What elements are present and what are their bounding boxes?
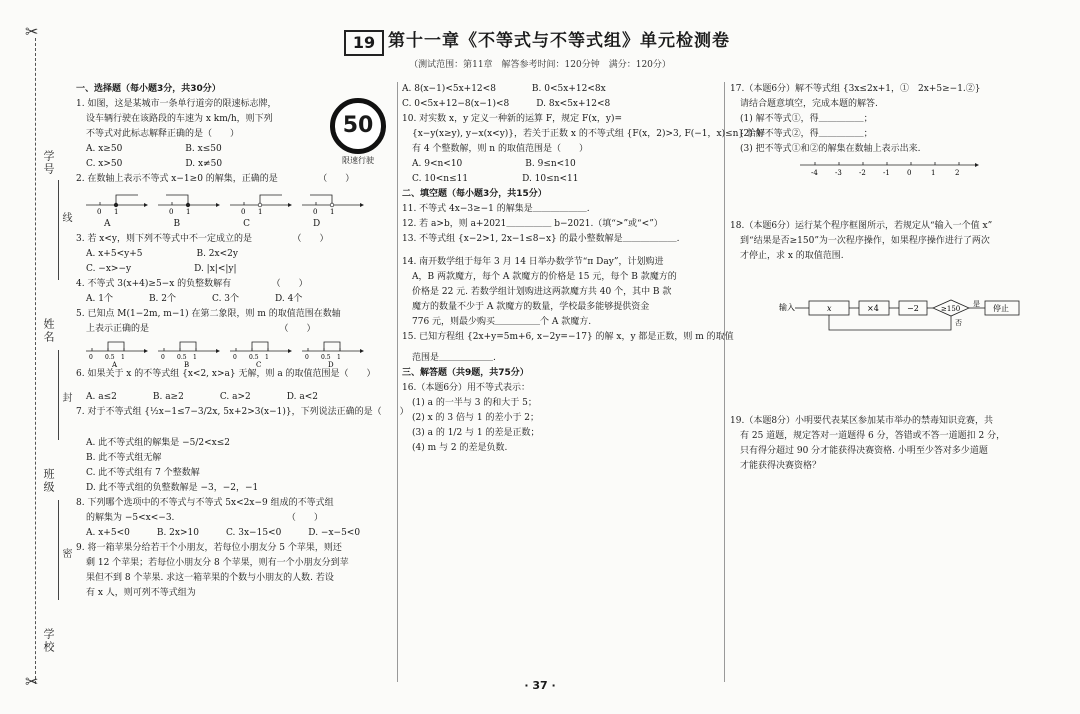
text-line: A. x≥50 B. x≤50 <box>86 144 222 154</box>
mark-xian: 线 <box>60 212 71 222</box>
numberlines-q5 <box>76 337 376 367</box>
text-line: 6. 如果关于 x 的不等式组 {x<2, x>a} 无解，则 a 的取值范围是（ ） <box>76 369 376 379</box>
text-line: 7. 对于不等式组 {½x−1≤7−3/2x, 5x+2>3(x−1)}，下列说法正确的是（ ） <box>76 407 409 417</box>
column-3 <box>730 82 1006 474</box>
text-line: 2. 在数轴上表示不等式 x−1≥0 的解集，正确的是 （ ） <box>76 174 355 184</box>
text-line: A. a≤2 B. a≥2 C. a>2 D. a<2 <box>86 392 318 402</box>
flow-no: 否 <box>955 319 962 327</box>
tick-label: 1 <box>337 354 341 361</box>
text-line: C. −x>−y D. |x|<|y| <box>86 264 237 274</box>
flow-op2: −2 <box>907 304 919 313</box>
text-line: 上表示正确的是 （ ） <box>86 324 316 334</box>
text-line: 有 x 人，则可列不等式组为 <box>86 588 196 598</box>
numberlines-q2 <box>76 187 376 217</box>
flow-yes: 是 <box>973 300 980 308</box>
text-line: 魔方的数量不少于 A 款魔方的数量，学校最多能够提供资金 <box>412 302 650 312</box>
text-line: 17.（本题6分）解不等式组 {3x≤2x+1，① 2x+5≥−1.②} <box>730 84 981 94</box>
text-line: 一、选择题（每小题3分，共30分） <box>76 84 221 94</box>
fill-line-xuehao <box>58 180 59 280</box>
text-line: 10. 对实数 x，y 定义一种新的运算 F，规定 F(x，y)= <box>402 114 622 124</box>
tick-label: 0 <box>313 208 318 216</box>
text-line: 9. 将一箱苹果分给若干个小朋友，若每位小朋友分 5 个苹果，则还 <box>76 543 342 553</box>
text-line: 只有得分超过 90 分才能获得决赛资格. 小明至少答对多少道题 <box>740 446 988 456</box>
text-line: 二、填空题（每小题3分，共15分） <box>402 189 547 199</box>
text-line: C. x>50 D. x≠50 <box>86 159 223 169</box>
exam-subtitle: （测试范围：第11章 解答参考时间：120分钟 满分：120分） <box>409 60 671 70</box>
text-line: A B C D <box>86 219 321 229</box>
text-line: 请结合题意填空，完成本题的解答. <box>740 99 878 109</box>
text-line: 19.（本题8分）小明要代表某区参加某市举办的禁毒知识竞赛，共 <box>730 416 994 426</box>
tick-label: 0.5 <box>105 354 115 361</box>
text-line: (4) m 与 2 的差是负数. <box>412 443 508 453</box>
tick-label: 0 <box>97 208 102 216</box>
text-line: A. 8(x−1)<5x+12<8 B. 0<5x+12<8x <box>402 84 606 94</box>
tick-label: -4 <box>811 169 818 177</box>
page-number: · 37 · <box>524 679 556 692</box>
text-line: 13. 不等式组 {x−2>1, 2x−1≤8−x} 的最小整数解是＿＿＿＿＿＿. <box>402 234 680 244</box>
text-line: 价格是 22 元. 若数学组计划购进这两款魔方共 40 个，其中 B 款 <box>412 287 672 297</box>
tick-label: -2 <box>859 169 866 177</box>
text-line: 才停止，求 x 的取值范围. <box>740 251 844 261</box>
text-line: 不等式对此标志解释正确的是（ ） <box>86 129 240 139</box>
text-line: A. x+5<0 B. 2x>10 C. 3x−15<0 D. −x−5<0 <box>86 528 361 538</box>
speed-limit-caption: 限速行驶 <box>342 156 374 165</box>
label-xingming: 姓名 <box>42 318 55 344</box>
flow-input-label: 输入 <box>779 303 795 312</box>
spacer <box>76 187 396 217</box>
spacer <box>76 337 396 367</box>
text-line: 有 25 道题，规定答对一道题得 6 分，答错或不答一道题扣 2 分， <box>740 431 1006 441</box>
text-line: A. x+5<y+5 B. 2x<2y <box>86 249 238 259</box>
text-line: 三、解答题（共9题，共75分） <box>402 368 529 378</box>
mark-feng: 封 <box>60 392 71 402</box>
tick-label: 0 <box>233 354 237 361</box>
text-line: 5. 已知点 M(1−2m, m−1) 在第二象限，则 m 的取值范围在数轴 <box>76 309 341 319</box>
text-line: 11. 不等式 4x−3≥−1 的解集是＿＿＿＿＿＿. <box>402 204 590 214</box>
text-line: 设车辆行驶在该路段的车速为 x km/h，则下列 <box>86 114 273 124</box>
text-line: 有 4 个整数解，则 n 的取值范围是（ ） <box>412 144 588 154</box>
text-line: (1) 解不等式①，得＿＿＿＿＿； <box>740 114 873 124</box>
speed-limit-sign: 50 <box>330 98 386 154</box>
text-line: 1. 如图，这是某城市一条单行道旁的限速标志牌， <box>76 99 277 109</box>
tick-label: 0 <box>89 354 93 361</box>
tick-label: 0 <box>241 208 246 216</box>
text-line: (3) a 的 1/2 与 1 的差是正数； <box>412 428 540 438</box>
tick-label: 0 <box>161 354 165 361</box>
text-line: (1) a 的一半与 3 的和大于 5； <box>412 398 537 408</box>
text-line: 8. 下列哪个选项中的不等式与不等式 5x<2x−9 组成的不等式组 <box>76 498 334 508</box>
text-line: 12. 若 a>b，则 a+2021＿＿＿＿＿ b−2021.（填“>”或“<”） <box>402 219 663 229</box>
flowchart <box>775 298 1025 340</box>
option-caption: A <box>112 361 118 367</box>
numberline-q17 <box>730 157 980 179</box>
text-line: {x−y(x≥y), y−x(x<y)}，若关于正数 x 的不等式组 {F(x，2)>3, F(−1，x)≤n} 恰好 <box>412 129 766 139</box>
tick-label: -1 <box>883 169 890 177</box>
tick-label: 1 <box>258 208 263 216</box>
text-line: 剩 12 个苹果；若每位小朋友分 8 个苹果，则有一个小朋友分到苹 <box>86 558 349 568</box>
flow-cond: ≥150 <box>941 305 961 313</box>
cut-line <box>35 38 36 684</box>
mark-mi: 密 <box>60 548 71 558</box>
text-line: (3) 把不等式①和②的解集在数轴上表示出来. <box>740 144 921 154</box>
spacer <box>76 382 396 390</box>
text-line: 776 元，则最少购买＿＿＿＿＿个 A 款魔方. <box>412 317 592 327</box>
tick-label: 0 <box>305 354 309 361</box>
column-divider-1 <box>397 82 398 682</box>
tick-label: 1 <box>265 354 269 361</box>
spacer <box>730 179 1000 219</box>
text-line: 到“结果是否≥150”为一次程序操作，如果程序操作进行了两次 <box>740 236 990 246</box>
tick-label: 2 <box>955 169 960 177</box>
tick-label: 0 <box>907 169 912 177</box>
text-line: A. 9<n<10 B. 9≤n<10 <box>412 159 576 169</box>
exam-header <box>336 28 776 54</box>
tick-label: 1 <box>114 208 119 216</box>
tick-label: 1 <box>193 354 197 361</box>
binding-margin <box>0 0 71 714</box>
column-2 <box>402 82 766 456</box>
spacer <box>76 420 396 436</box>
text-line: 果但不到 8 个苹果. 求这一箱苹果的个数与小朋友的人数. 若设 <box>86 573 334 583</box>
text-line: 的解集为 −5<x<−3. （ ） <box>86 513 323 523</box>
label-xuehao: 学号 <box>42 150 55 176</box>
exam-number: 19 <box>344 30 384 56</box>
text-line: D. 此不等式组的负整数解是 −3，−2，−1 <box>86 483 259 493</box>
tick-label: 1 <box>931 169 936 177</box>
text-line: 16.（本题6分）用不等式表示： <box>402 383 531 393</box>
text-line: C. 10<n≤11 D. 10≤n<11 <box>412 174 579 184</box>
flow-loop <box>829 315 951 330</box>
label-xuexiao: 学校 <box>42 628 55 654</box>
text-line: (2) 解不等式②，得＿＿＿＿＿； <box>740 129 873 139</box>
text-line: 18.（本题6分）运行某个程序框图所示，若规定从“输入一个值 x” <box>730 221 993 231</box>
text-line: C. 此不等式组有 7 个整数解 <box>86 468 200 478</box>
text-line: 才能获得决赛资格？ <box>740 461 822 471</box>
flow-var: x <box>827 304 832 313</box>
scissor-icon-bottom: ✂ <box>25 672 39 691</box>
text-line: B. 此不等式组无解 <box>86 453 162 463</box>
spacer <box>730 157 1000 179</box>
flow-op1: ×4 <box>867 304 879 313</box>
text-line: A. 此不等式组的解集是 −5/2<x≤2 <box>86 438 230 448</box>
tick-label: 1 <box>186 208 191 216</box>
option-caption: C <box>256 361 262 367</box>
text-line: A，B 两款魔方，每个 A 款魔方的价格是 15 元，每个 B 款魔方的 <box>412 272 677 282</box>
text-line: 14. 南开数学组于每年 3 月 14 日举办数学节“π Day”，计划购进 <box>402 257 664 267</box>
tick-label: 0.5 <box>177 354 187 361</box>
tick-label: 0.5 <box>249 354 259 361</box>
label-banji: 班级 <box>42 468 55 494</box>
tick-label: 1 <box>330 208 335 216</box>
text-line: (2) x 的 3 倍与 1 的差小于 2； <box>412 413 540 423</box>
text-line: 4. 不等式 3(x+4)≥5−x 的负整数解有 （ ） <box>76 279 308 289</box>
option-caption: D <box>328 361 334 367</box>
scissor-icon-top: ✂ <box>25 22 39 41</box>
text-line: A. 1个 B. 2个 C. 3个 D. 4个 <box>86 294 303 304</box>
tick-label: 0 <box>169 208 174 216</box>
text-line: 3. 若 x<y，则下列不等式中不一定成立的是 （ ） <box>76 234 329 244</box>
text-line: 范围是＿＿＿＿＿＿. <box>412 353 496 363</box>
text-line: 15. 已知方程组 {2x+y=5m+6, x−2y=−17} 的解 x，y 都是正数，则 m 的取值 <box>402 332 734 342</box>
tick-label: -3 <box>835 169 842 177</box>
spacer <box>402 247 720 255</box>
column-divider-2 <box>724 82 725 682</box>
flow-stop: 停止 <box>993 304 1009 313</box>
option-caption: B <box>184 361 190 367</box>
tick-label: 1 <box>121 354 125 361</box>
exam-title: 第十一章《不等式与不等式组》单元检测卷 <box>388 31 730 51</box>
text-line: C. 0<5x+12−8(x−1)<8 D. 8x<5x+12<8 <box>402 99 611 109</box>
tick-label: 0.5 <box>321 354 331 361</box>
